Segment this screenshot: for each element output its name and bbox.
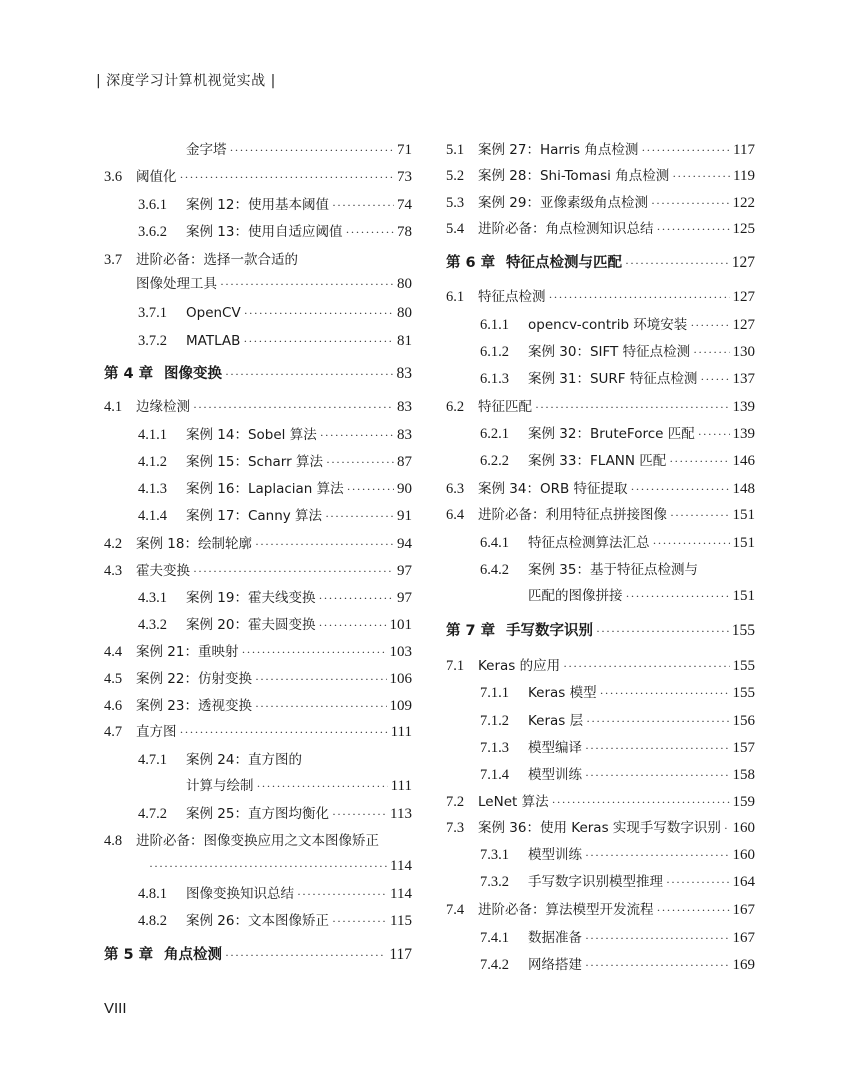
toc-entry-title: 案例 29：亚像素级角点检测 bbox=[478, 195, 648, 211]
toc-entry-number: 7.1.3 bbox=[480, 740, 509, 756]
toc-leader-dots bbox=[585, 765, 730, 785]
toc-leader-dots bbox=[596, 621, 729, 641]
toc-entry bbox=[446, 193, 755, 213]
toc-leader-dots bbox=[657, 900, 730, 920]
toc-page-number: 87 bbox=[397, 454, 412, 470]
toc-leader-dots bbox=[549, 287, 730, 307]
toc-entry-title: 金字塔 bbox=[186, 142, 227, 158]
toc-entry-title: 边缘检测 bbox=[136, 399, 190, 415]
toc-entry-number: 7.1.4 bbox=[480, 767, 509, 783]
toc-page-number: 91 bbox=[397, 508, 412, 524]
toc-entry-number: 3.7.1 bbox=[138, 305, 167, 321]
toc-entry-number: 6.4 bbox=[446, 507, 465, 523]
toc-entry-number: 6.4.1 bbox=[480, 535, 509, 551]
toc-entry bbox=[446, 397, 755, 417]
toc-entry-number: 5.3 bbox=[446, 195, 465, 211]
toc-entry bbox=[480, 872, 755, 892]
toc-entry-number: 4.3.2 bbox=[138, 617, 167, 633]
toc-page-number: 97 bbox=[397, 590, 412, 606]
toc-entry-title: 进阶必备：算法模型开发流程 bbox=[478, 902, 654, 918]
toc-page-number: 155 bbox=[732, 685, 755, 701]
toc-entry-number: 7.1 bbox=[446, 658, 465, 674]
toc-page-number: 101 bbox=[389, 617, 412, 633]
toc-entry-number: 7.4.2 bbox=[480, 957, 509, 973]
toc-entry-title: 案例 31：SURF 特征点检测 bbox=[528, 371, 698, 387]
toc-page-number: 155 bbox=[731, 622, 755, 639]
toc-entry-number: 4.5 bbox=[104, 671, 123, 687]
toc-entry-title: 案例 24：直方图的 bbox=[186, 752, 302, 768]
toc-leader-dots bbox=[690, 315, 729, 335]
toc-leader-dots bbox=[698, 424, 730, 444]
toc-page-number: 80 bbox=[397, 276, 412, 292]
toc-entry-number: 6.1 bbox=[446, 289, 465, 305]
toc-entry bbox=[480, 560, 755, 580]
toc-entry-number: 3.6.1 bbox=[138, 197, 167, 213]
toc-entry-title: 特征点检测算法汇总 bbox=[528, 535, 650, 551]
toc-page-number: 114 bbox=[390, 858, 412, 874]
toc-leader-dots bbox=[585, 955, 730, 975]
toc-page-number: 137 bbox=[732, 371, 755, 387]
toc-entry-title: 案例 32：BruteForce 匹配 bbox=[528, 426, 695, 442]
toc-page-number: 155 bbox=[732, 658, 755, 674]
toc-entry-title: 图像变换 bbox=[164, 366, 222, 382]
toc-page-number: 156 bbox=[732, 713, 755, 729]
toc-page-number: 81 bbox=[397, 333, 412, 349]
toc-page-number: 158 bbox=[732, 767, 755, 783]
toc-entry-title: 案例 21：重映射 bbox=[136, 644, 239, 660]
toc-entry bbox=[480, 315, 755, 335]
toc-entry-title: opencv-contrib 环境安装 bbox=[528, 317, 688, 333]
toc-entry-title: 案例 17：Canny 算法 bbox=[186, 508, 323, 524]
toc-entry-title: 特征点检测与匹配 bbox=[506, 255, 622, 271]
toc-entry-title: 案例 16：Laplacian 算法 bbox=[186, 481, 344, 497]
toc-page-number: 83 bbox=[396, 365, 412, 382]
toc-leader-dots bbox=[585, 928, 730, 948]
toc-entry bbox=[480, 424, 755, 444]
toc-entry bbox=[446, 166, 755, 186]
toc-page-number: 73 bbox=[397, 169, 412, 185]
toc-entry-title: 进阶必备：选择一款合适的 bbox=[136, 252, 298, 268]
toc-entry-number: 4.7.2 bbox=[138, 806, 167, 822]
toc-entry bbox=[480, 845, 755, 865]
toc-page-number: 103 bbox=[389, 644, 412, 660]
toc-entry bbox=[480, 369, 755, 389]
toc-entry-title: 案例 20：霍夫圆变换 bbox=[186, 617, 316, 633]
toc-entry bbox=[446, 818, 755, 838]
toc-entry-number: 第 7 章 bbox=[446, 623, 496, 639]
toc-leader-dots bbox=[700, 369, 729, 389]
toc-page-number: 114 bbox=[390, 886, 412, 902]
toc-entry-title: 案例 35：基于特征点检测与 bbox=[528, 562, 698, 578]
toc-entry-number: 7.3.1 bbox=[480, 847, 509, 863]
toc-leader-dots bbox=[600, 683, 730, 703]
toc-entry-number: 7.1.2 bbox=[480, 713, 509, 729]
toc-page-number: 148 bbox=[732, 481, 755, 497]
toc-page-number: 117 bbox=[389, 946, 412, 963]
toc-entry-title: 案例 22：仿射变换 bbox=[136, 671, 252, 687]
toc-leader-dots bbox=[631, 479, 730, 499]
toc-leader-dots bbox=[552, 792, 730, 812]
toc-leader-dots bbox=[670, 505, 730, 525]
toc-page-number: 117 bbox=[733, 142, 755, 158]
toc-entry-number: 7.4 bbox=[446, 902, 465, 918]
toc-page-number: 151 bbox=[732, 588, 755, 604]
toc-page-number: 80 bbox=[397, 305, 412, 321]
toc-page-number: 97 bbox=[397, 563, 412, 579]
toc-entry-title: 手写数字识别 bbox=[506, 623, 593, 639]
toc-entry-number: 5.2 bbox=[446, 168, 465, 184]
toc-entry-number: 7.4.1 bbox=[480, 930, 509, 946]
toc-page-number: 113 bbox=[390, 806, 412, 822]
toc-entry bbox=[480, 928, 755, 948]
toc-entry-title: 案例 12：使用基本阈值 bbox=[186, 197, 329, 213]
toc-page-number: 160 bbox=[732, 847, 755, 863]
toc-entry-number: 6.2.2 bbox=[480, 453, 509, 469]
toc-entry bbox=[446, 140, 755, 160]
toc-leader-dots bbox=[585, 738, 730, 758]
toc-leader-dots bbox=[563, 656, 729, 676]
toc-entry-number: 3.6.2 bbox=[138, 224, 167, 240]
toc-page-number: 157 bbox=[732, 740, 755, 756]
toc-entry-number: 7.3 bbox=[446, 820, 465, 836]
toc-leader-dots bbox=[641, 140, 730, 160]
toc-entry bbox=[480, 955, 755, 975]
toc-entry-title: 阈值化 bbox=[136, 169, 177, 185]
toc-entry-title: MATLAB bbox=[186, 333, 241, 349]
toc-leader-dots bbox=[626, 586, 730, 606]
toc-page-number: 83 bbox=[397, 427, 412, 443]
toc-page-number: 106 bbox=[389, 671, 412, 687]
toc-entry-title: 案例 15：Scharr 算法 bbox=[186, 454, 323, 470]
toc-page-number: 122 bbox=[732, 195, 755, 211]
toc-entry-number: 6.3 bbox=[446, 481, 465, 497]
toc-entry-number: 3.6 bbox=[104, 169, 123, 185]
toc-entry-title: 案例 18：绘制轮廓 bbox=[136, 536, 252, 552]
toc-entry bbox=[480, 342, 755, 362]
toc-entry-number: 6.4.2 bbox=[480, 562, 509, 578]
toc-leader-dots bbox=[586, 711, 729, 731]
toc-page-number: 130 bbox=[732, 344, 755, 360]
toc-page-number: 83 bbox=[397, 399, 412, 415]
toc-entry-title: 手写数字识别模型推理 bbox=[528, 874, 663, 890]
toc-entry-number: 3.7.2 bbox=[138, 333, 167, 349]
toc-entry-number: 5.4 bbox=[446, 221, 465, 237]
toc-entry-number: 6.2.1 bbox=[480, 426, 509, 442]
toc-leader-dots bbox=[666, 872, 730, 892]
toc-entry-title: 网络搭建 bbox=[528, 957, 582, 973]
toc-entry-number: 4.2 bbox=[104, 536, 123, 552]
toc-entry-number: 4.7 bbox=[104, 724, 123, 740]
toc-entry-title: 计算与绘制 bbox=[186, 778, 254, 794]
toc-leader-dots bbox=[724, 818, 730, 838]
toc-entry-number: 7.1.1 bbox=[480, 685, 509, 701]
toc-entry-title: 模型训练 bbox=[528, 847, 582, 863]
toc-entry-number: 4.8.1 bbox=[138, 886, 167, 902]
toc-entry-title: Keras 的应用 bbox=[478, 658, 561, 674]
toc-entry-title: 匹配的图像拼接 bbox=[528, 588, 623, 604]
toc-entry-title: 案例 34：ORB 特征提取 bbox=[478, 481, 628, 497]
toc-entry-number: 6.1.2 bbox=[480, 344, 509, 360]
toc-page-number: 164 bbox=[732, 874, 755, 890]
toc-entry bbox=[480, 451, 755, 471]
toc-entry-title: LeNet 算法 bbox=[478, 794, 549, 810]
toc-leader-dots bbox=[585, 845, 730, 865]
toc-entry-title: 案例 19：霍夫线变换 bbox=[186, 590, 316, 606]
toc-entry bbox=[446, 287, 755, 307]
toc-chapter-entry bbox=[446, 621, 755, 641]
toc-leader-dots bbox=[651, 193, 730, 213]
toc-page-number: 90 bbox=[397, 481, 412, 497]
toc-page-number: 139 bbox=[732, 426, 755, 442]
toc-entry-number: 4.1 bbox=[104, 399, 123, 415]
toc-entry-title: 案例 25：直方图均衡化 bbox=[186, 806, 329, 822]
toc-page-number: 167 bbox=[732, 902, 755, 918]
toc-entry-number: 4.1.1 bbox=[138, 427, 167, 443]
toc-entry-title: 直方图 bbox=[136, 724, 177, 740]
toc-entry-number: 6.2 bbox=[446, 399, 465, 415]
toc-page-number: 74 bbox=[397, 197, 412, 213]
toc-entry-number: 4.1.4 bbox=[138, 508, 167, 524]
toc-entry-title: 案例 23：透视变换 bbox=[136, 698, 252, 714]
toc-entry-number: 4.8.2 bbox=[138, 913, 167, 929]
toc-entry-title: 模型训练 bbox=[528, 767, 582, 783]
toc-entry-title: 案例 27：Harris 角点检测 bbox=[478, 142, 639, 158]
toc-entry-title: 图像变换知识总结 bbox=[186, 886, 294, 902]
toc-leader-dots bbox=[672, 166, 730, 186]
toc-entry-title: OpenCV bbox=[186, 305, 241, 321]
toc-entry-title: 图像处理工具 bbox=[136, 276, 217, 292]
toc-entry bbox=[446, 656, 755, 676]
page-number: VIII bbox=[104, 1000, 127, 1017]
toc-page-number: 167 bbox=[732, 930, 755, 946]
toc-entry bbox=[480, 586, 755, 606]
toc-entry bbox=[480, 765, 755, 785]
toc-entry-title: 进阶必备：利用特征点拼接图像 bbox=[478, 507, 667, 523]
toc-entry-number: 4.7.1 bbox=[138, 752, 167, 768]
toc-entry bbox=[446, 219, 755, 239]
toc-entry-title: 案例 30：SIFT 特征点检测 bbox=[528, 344, 691, 360]
toc-entry-title: 案例 36：使用 Keras 实现手写数字识别 bbox=[478, 820, 721, 836]
toc-page-number: 111 bbox=[390, 778, 412, 794]
toc-entry bbox=[446, 479, 755, 499]
toc-page-number: 71 bbox=[397, 142, 412, 158]
toc-entry-number: 4.1.3 bbox=[138, 481, 167, 497]
toc-entry-number: 7.2 bbox=[446, 794, 465, 810]
toc-entry-title: 特征点检测 bbox=[478, 289, 546, 305]
running-header: | 深度学习计算机视觉实战 | bbox=[96, 73, 276, 89]
toc-leader-dots bbox=[693, 342, 729, 362]
toc-leader-dots bbox=[535, 397, 730, 417]
toc-page-number: 146 bbox=[732, 453, 755, 469]
toc-page-number: 160 bbox=[732, 820, 755, 836]
toc-entry-number: 4.4 bbox=[104, 644, 123, 660]
toc-entry-number: 4.1.2 bbox=[138, 454, 167, 470]
toc-entry-number: 6.1.3 bbox=[480, 371, 509, 387]
toc-entry bbox=[480, 683, 755, 703]
toc-leader-dots bbox=[657, 219, 730, 239]
toc-entry-number: 4.8 bbox=[104, 833, 123, 849]
toc-entry-title: 霍夫变换 bbox=[136, 563, 190, 579]
toc-entry-number: 3.7 bbox=[104, 252, 123, 268]
toc-entry-title: 案例 13：使用自适应阈值 bbox=[186, 224, 343, 240]
toc-entry-title: 数据准备 bbox=[528, 930, 582, 946]
toc-entry bbox=[480, 533, 755, 553]
toc-page-number: 151 bbox=[732, 535, 755, 551]
toc-entry-number: 7.3.2 bbox=[480, 874, 509, 890]
toc-entry bbox=[446, 900, 755, 920]
toc-entry-title: Keras 模型 bbox=[528, 685, 597, 701]
toc-entry-title: 进阶必备：图像变换应用之文本图像矫正 bbox=[136, 833, 379, 849]
toc-entry bbox=[446, 792, 755, 812]
toc-entry-title: 特征匹配 bbox=[478, 399, 532, 415]
toc-page-number: 169 bbox=[732, 957, 755, 973]
toc-page-number: 127 bbox=[732, 317, 755, 333]
toc-entry bbox=[480, 711, 755, 731]
toc-entry-title: 案例 28：Shi-Tomasi 角点检测 bbox=[478, 168, 670, 184]
toc-page-number: 94 bbox=[397, 536, 412, 552]
toc-entry-number: 4.6 bbox=[104, 698, 123, 714]
toc-page-number: 78 bbox=[397, 224, 412, 240]
toc-page-number: 111 bbox=[390, 724, 412, 740]
toc-page-number: 151 bbox=[732, 507, 755, 523]
toc-leader-dots bbox=[669, 451, 729, 471]
toc-entry-title: 进阶必备：角点检测知识总结 bbox=[478, 221, 654, 237]
toc-entry-number: 4.3 bbox=[104, 563, 123, 579]
toc-entry-number: 第 6 章 bbox=[446, 255, 496, 271]
toc-entry-title: 案例 26：文本图像矫正 bbox=[186, 913, 329, 929]
toc-entry-number: 第 4 章 bbox=[104, 366, 154, 382]
toc-entry-title: 模型编译 bbox=[528, 740, 582, 756]
toc-entry-title: 案例 33：FLANN 匹配 bbox=[528, 453, 667, 469]
toc-page-number: 139 bbox=[732, 399, 755, 415]
toc-entry-title: Keras 层 bbox=[528, 713, 584, 729]
toc-page-number: 125 bbox=[732, 221, 755, 237]
toc-entry-title: 角点检测 bbox=[164, 947, 222, 963]
toc-entry-number: 第 5 章 bbox=[104, 947, 154, 963]
toc-chapter-entry bbox=[446, 253, 755, 273]
toc-page-number: 119 bbox=[733, 168, 755, 184]
toc-leader-dots bbox=[625, 253, 729, 273]
toc-page-number: 127 bbox=[732, 289, 755, 305]
toc-entry-number: 5.1 bbox=[446, 142, 465, 158]
toc-entry-number: 4.3.1 bbox=[138, 590, 167, 606]
toc-entry bbox=[446, 505, 755, 525]
toc-entry-title: 案例 14：Sobel 算法 bbox=[186, 427, 317, 443]
toc-entry bbox=[480, 738, 755, 758]
toc-page-number: 127 bbox=[731, 254, 755, 271]
toc-leader-dots bbox=[653, 533, 730, 553]
toc-page-number: 109 bbox=[389, 698, 412, 714]
toc-page-number: 115 bbox=[390, 913, 412, 929]
toc-page-number: 159 bbox=[732, 794, 755, 810]
toc-entry-number: 6.1.1 bbox=[480, 317, 509, 333]
